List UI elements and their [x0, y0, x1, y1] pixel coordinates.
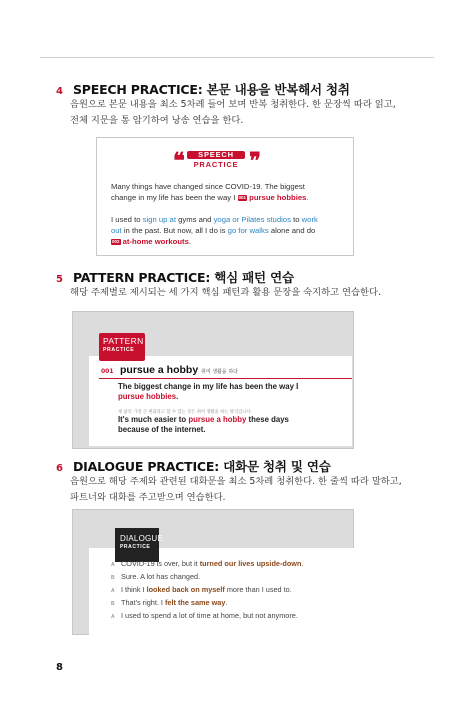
highlight: pursue hobbies [118, 391, 177, 401]
text: more than I used to. [224, 585, 292, 594]
speaker-label: B [111, 601, 115, 607]
vocab-highlight: sign up at [142, 215, 176, 224]
highlight: at-home workouts [122, 237, 189, 246]
text: . [306, 193, 309, 202]
pattern-practice-sample [72, 311, 354, 449]
vocab-highlight: work out [111, 215, 318, 235]
pattern-tag: 002 [112, 239, 120, 244]
highlight: turned our lives upside-down [199, 559, 302, 568]
speech-practice-logo [173, 148, 261, 174]
highlight: pursue hobbies [249, 193, 307, 202]
text: I used to [111, 215, 143, 224]
text: . [176, 391, 179, 401]
pattern-phrase: pursue a hobby [120, 364, 199, 376]
translation: 제 삶의 가장 큰 변화라고 할 수 있는 것은 취미 생활을 하는 방식입니다. [118, 410, 252, 415]
page-number: 8 [56, 662, 63, 673]
speaker-label: A [111, 562, 115, 568]
vocab-highlight: yoga or Pilates studios [213, 215, 291, 224]
section-number: 5 [56, 274, 63, 285]
logo-text-bottom: PRACTICE [103, 347, 135, 353]
dialogue-line [111, 598, 227, 607]
section-5-heading [56, 268, 294, 286]
dialogue-line [111, 611, 298, 620]
text: I used to spend a lot of time at home, but not anymore. [121, 611, 298, 620]
speech-practice-sample [96, 137, 354, 256]
section-title: SPEECH PRACTICE: 본문 내용을 반복해서 청취 [72, 82, 350, 97]
section-description: 음원으로 본문 내용을 최소 5차례 들어 보며 반복 청취한다. 한 문장씩 따라 읽고, 전체 지문을 통 암기하여 낭송 연습을 한다. [70, 99, 396, 126]
section-title: DIALOGUE PRACTICE: 대화문 청취 및 연습 [72, 459, 331, 474]
dialogue-line [111, 585, 292, 594]
left-quote-icon: ❝ [173, 148, 185, 174]
highlight: felt the same way [164, 598, 226, 607]
section-description: 음원으로 해당 주제와 관련된 대화문을 최소 5차례 청취한다. 한 줄씩 따라 말하고, 파트너와 대화를 주고받으며 연습한다. [70, 476, 402, 503]
pattern-tag: 001 [238, 195, 247, 200]
right-quote-icon: ❞ [249, 148, 261, 174]
section-number: 4 [56, 86, 63, 97]
text: That's right. I [121, 598, 165, 607]
dialogue-line [111, 572, 200, 581]
text: I think I [121, 585, 147, 594]
text: It's much easier to [118, 415, 189, 424]
pattern-example-2 [118, 415, 318, 434]
section-number: 6 [56, 463, 63, 474]
vocab-highlight: go for walks [227, 226, 269, 235]
text: in the past. But now, all I do is [121, 226, 228, 235]
dialogue-practice-sample [72, 509, 354, 635]
text: The biggest change in my life has been the way I [118, 382, 299, 391]
text: Sure. A lot has changed. [121, 572, 201, 581]
section-6-heading [56, 457, 331, 475]
highlight: looked back on myself [146, 585, 225, 594]
dialogue-practice-logo [115, 528, 163, 562]
pattern-meaning: 취미 생활을 하다 [201, 369, 238, 375]
logo-text-top: PATTERN [103, 336, 144, 346]
text: alone and do [268, 226, 316, 235]
text: to [290, 215, 302, 224]
speaker-label: A [111, 588, 115, 594]
logo-text-top: DIALOGUE [120, 534, 163, 543]
text: . [188, 237, 192, 246]
pattern-practice-logo [99, 333, 145, 361]
pattern-example-1 [118, 382, 318, 401]
section-4-heading [56, 80, 350, 98]
top-rule [40, 57, 434, 58]
text: gyms and [175, 215, 214, 224]
divider [99, 378, 352, 379]
text: these days because of the internet. [118, 415, 289, 434]
speech-paragraph-2 [111, 214, 323, 247]
highlight: pursue a hobby [188, 415, 247, 424]
text: . [225, 598, 228, 607]
text: COVID-19 is over, but it [121, 559, 200, 568]
speaker-label: A [111, 614, 115, 620]
text: . [301, 559, 304, 568]
logo-text-top: SPEECH [187, 151, 245, 159]
logo-text-bottom: PRACTICE [193, 160, 239, 169]
dialogue-line [111, 559, 303, 568]
logo-text-bottom: PRACTICE [120, 544, 151, 550]
speech-paragraph-1 [111, 181, 323, 203]
text: Many things have changed since COVID-19. The biggest change in my life has been the way I [111, 182, 305, 202]
speaker-label: B [111, 575, 115, 581]
section-title: PATTERN PRACTICE: 핵심 패턴 연습 [72, 270, 294, 285]
pattern-number: 001 [101, 368, 114, 375]
section-description: 해당 주제별로 제시되는 세 가지 핵심 패턴과 활용 문장을 숙지하고 연습한다. [70, 287, 381, 298]
